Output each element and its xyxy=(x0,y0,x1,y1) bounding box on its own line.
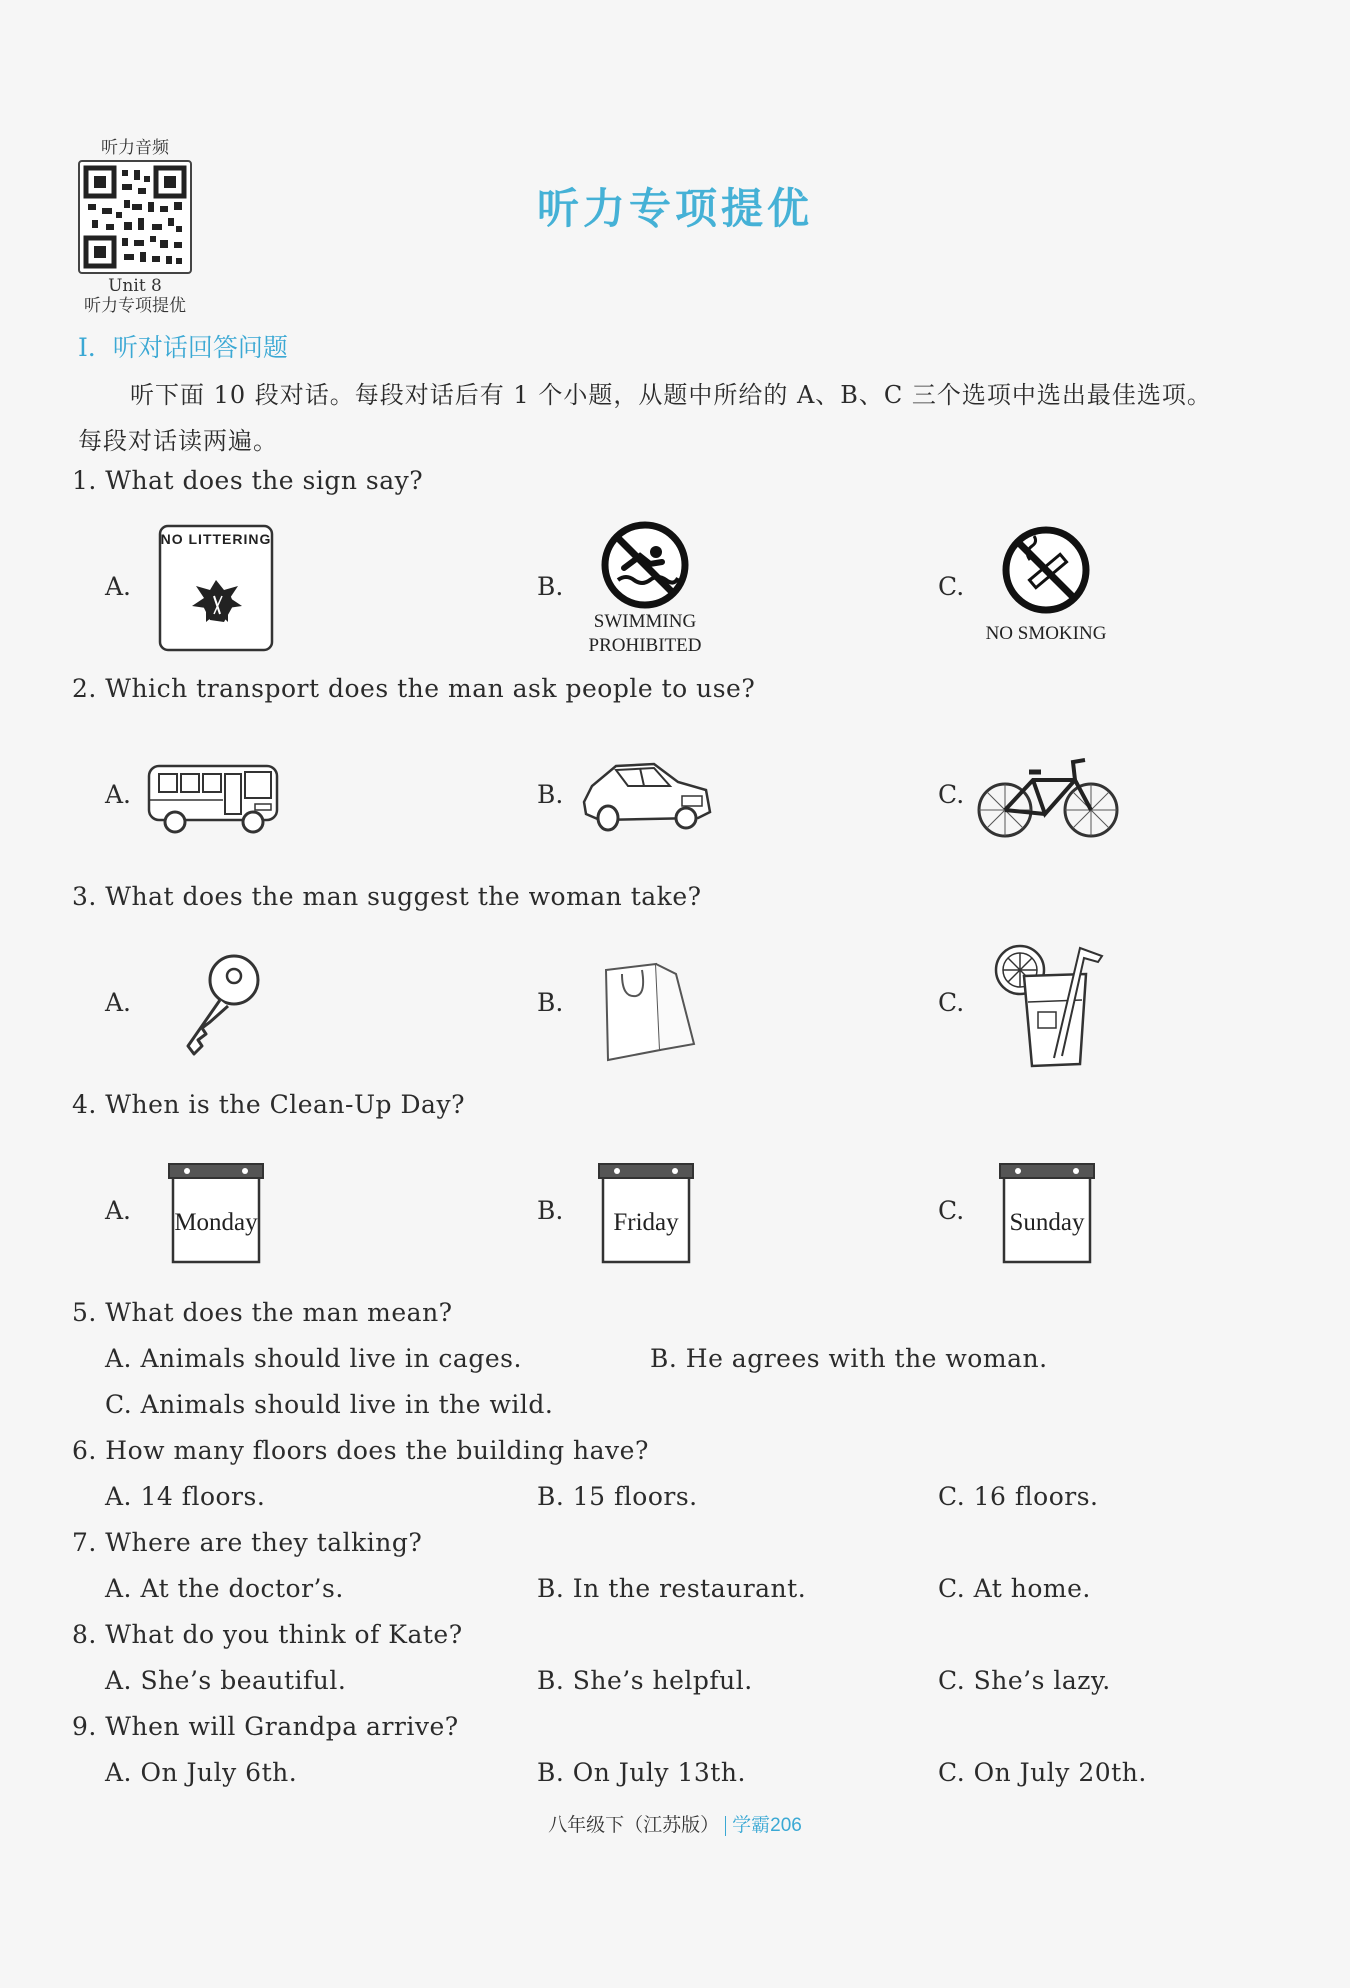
instructions-line-1: 听下面 10 段对话。每段对话后有 1 个小题，从题中所给的 A、B、C 三个选项中选出最佳选项。 xyxy=(130,381,1212,409)
q5-option-c[interactable]: C. Animals should live in the wild. xyxy=(105,1390,554,1419)
sign-b-caption-line-2: PROHIBITED xyxy=(588,635,702,656)
question-6: 6. How many floors does the building have? xyxy=(72,1436,649,1465)
q3-option-b-label[interactable]: B. xyxy=(537,988,564,1017)
calendar-b-day: Friday xyxy=(613,1209,679,1236)
drink-glass-icon xyxy=(984,940,1108,1072)
calendar-friday-icon xyxy=(597,1160,695,1266)
q1-option-b-label[interactable]: B. xyxy=(537,572,564,601)
q9-option-c[interactable]: C. On July 20th. xyxy=(938,1758,1147,1787)
q2-option-a-label[interactable]: A. xyxy=(105,780,132,809)
q1-option-a-label[interactable]: A. xyxy=(105,572,132,601)
footer-brand: 学霸 xyxy=(732,1815,771,1836)
sign-c-caption: NO SMOKING xyxy=(985,623,1107,644)
question-7: 7. Where are they talking? xyxy=(72,1528,423,1557)
calendar-sunday-icon xyxy=(998,1160,1096,1266)
question-2: 2. Which transport does the man ask people to use? xyxy=(72,674,756,703)
question-4: 4. When is the Clean-Up Day? xyxy=(72,1090,465,1119)
q6-option-a[interactable]: A. 14 floors. xyxy=(105,1482,266,1511)
q6-option-c[interactable]: C. 16 floors. xyxy=(938,1482,1099,1511)
footer-grade: 八年级下（江苏版） xyxy=(548,1815,720,1836)
page-title: 听力专项提优 xyxy=(536,184,813,233)
q3-option-c-label[interactable]: C. xyxy=(938,988,965,1017)
page-footer xyxy=(0,1810,1350,1837)
q4-option-b-label[interactable]: B. xyxy=(537,1196,564,1225)
q9-option-a[interactable]: A. On July 6th. xyxy=(105,1758,298,1787)
q4-option-a-label[interactable]: A. xyxy=(105,1196,132,1225)
question-5: 5. What does the man mean? xyxy=(72,1298,453,1327)
question-1: 1. What does the sign say? xyxy=(72,466,424,495)
qr-bottom-label: 听力专项提优 xyxy=(84,296,186,316)
q3-option-a-label[interactable]: A. xyxy=(105,988,132,1017)
q6-option-b[interactable]: B. 15 floors. xyxy=(537,1482,698,1511)
shopping-bag-icon xyxy=(600,952,696,1062)
q8-option-a[interactable]: A. She’s beautiful. xyxy=(105,1666,347,1695)
sign-b-caption-line-1: SWIMMING xyxy=(593,611,697,632)
car-icon xyxy=(578,756,714,836)
q4-option-c-label[interactable]: C. xyxy=(938,1196,965,1225)
q8-option-b[interactable]: B. She’s helpful. xyxy=(537,1666,753,1695)
q2-option-c-label[interactable]: C. xyxy=(938,780,965,809)
bus-icon xyxy=(145,760,285,836)
calendar-a-day: Monday xyxy=(174,1209,258,1236)
section-number: Ⅰ xyxy=(78,333,88,362)
q9-option-b[interactable]: B. On July 13th. xyxy=(537,1758,746,1787)
q7-option-b[interactable]: B. In the restaurant. xyxy=(537,1574,807,1603)
q8-option-c[interactable]: C. She’s lazy. xyxy=(938,1666,1111,1695)
instructions xyxy=(78,372,1278,464)
sign-b-caption xyxy=(575,610,715,658)
q7-option-c[interactable]: C. At home. xyxy=(938,1574,1091,1603)
qr-top-label: 听力音频 xyxy=(101,138,169,158)
question-8: 8. What do you think of Kate? xyxy=(72,1620,463,1649)
q5-option-a[interactable]: A. Animals should live in cages. xyxy=(105,1344,522,1373)
footer-page-number: 206 xyxy=(770,1815,802,1836)
instructions-line-2: 每段对话读两遍。 xyxy=(78,427,278,455)
bicycle-icon xyxy=(975,752,1121,842)
calendar-monday-icon xyxy=(167,1160,265,1266)
section-heading xyxy=(78,328,288,364)
sign-a-caption: NO LITTERING xyxy=(160,531,272,547)
swimming-prohibited-icon xyxy=(600,520,690,610)
q5-option-b[interactable]: B. He agrees with the woman. xyxy=(650,1344,1048,1373)
footer-divider xyxy=(725,1816,726,1836)
q2-option-b-label[interactable]: B. xyxy=(537,780,564,809)
section-heading-text: ．听对话回答问题 xyxy=(87,333,288,362)
q1-option-c-label[interactable]: C. xyxy=(938,572,965,601)
question-9: 9. When will Grandpa arrive? xyxy=(72,1712,459,1741)
q7-option-a[interactable]: A. At the doctor’s. xyxy=(105,1574,344,1603)
qr-unit-label: Unit 8 xyxy=(108,276,162,296)
key-icon xyxy=(178,950,264,1060)
calendar-c-day: Sunday xyxy=(1009,1209,1085,1236)
no-smoking-icon xyxy=(1000,524,1092,616)
question-3: 3. What does the man suggest the woman take? xyxy=(72,882,702,911)
